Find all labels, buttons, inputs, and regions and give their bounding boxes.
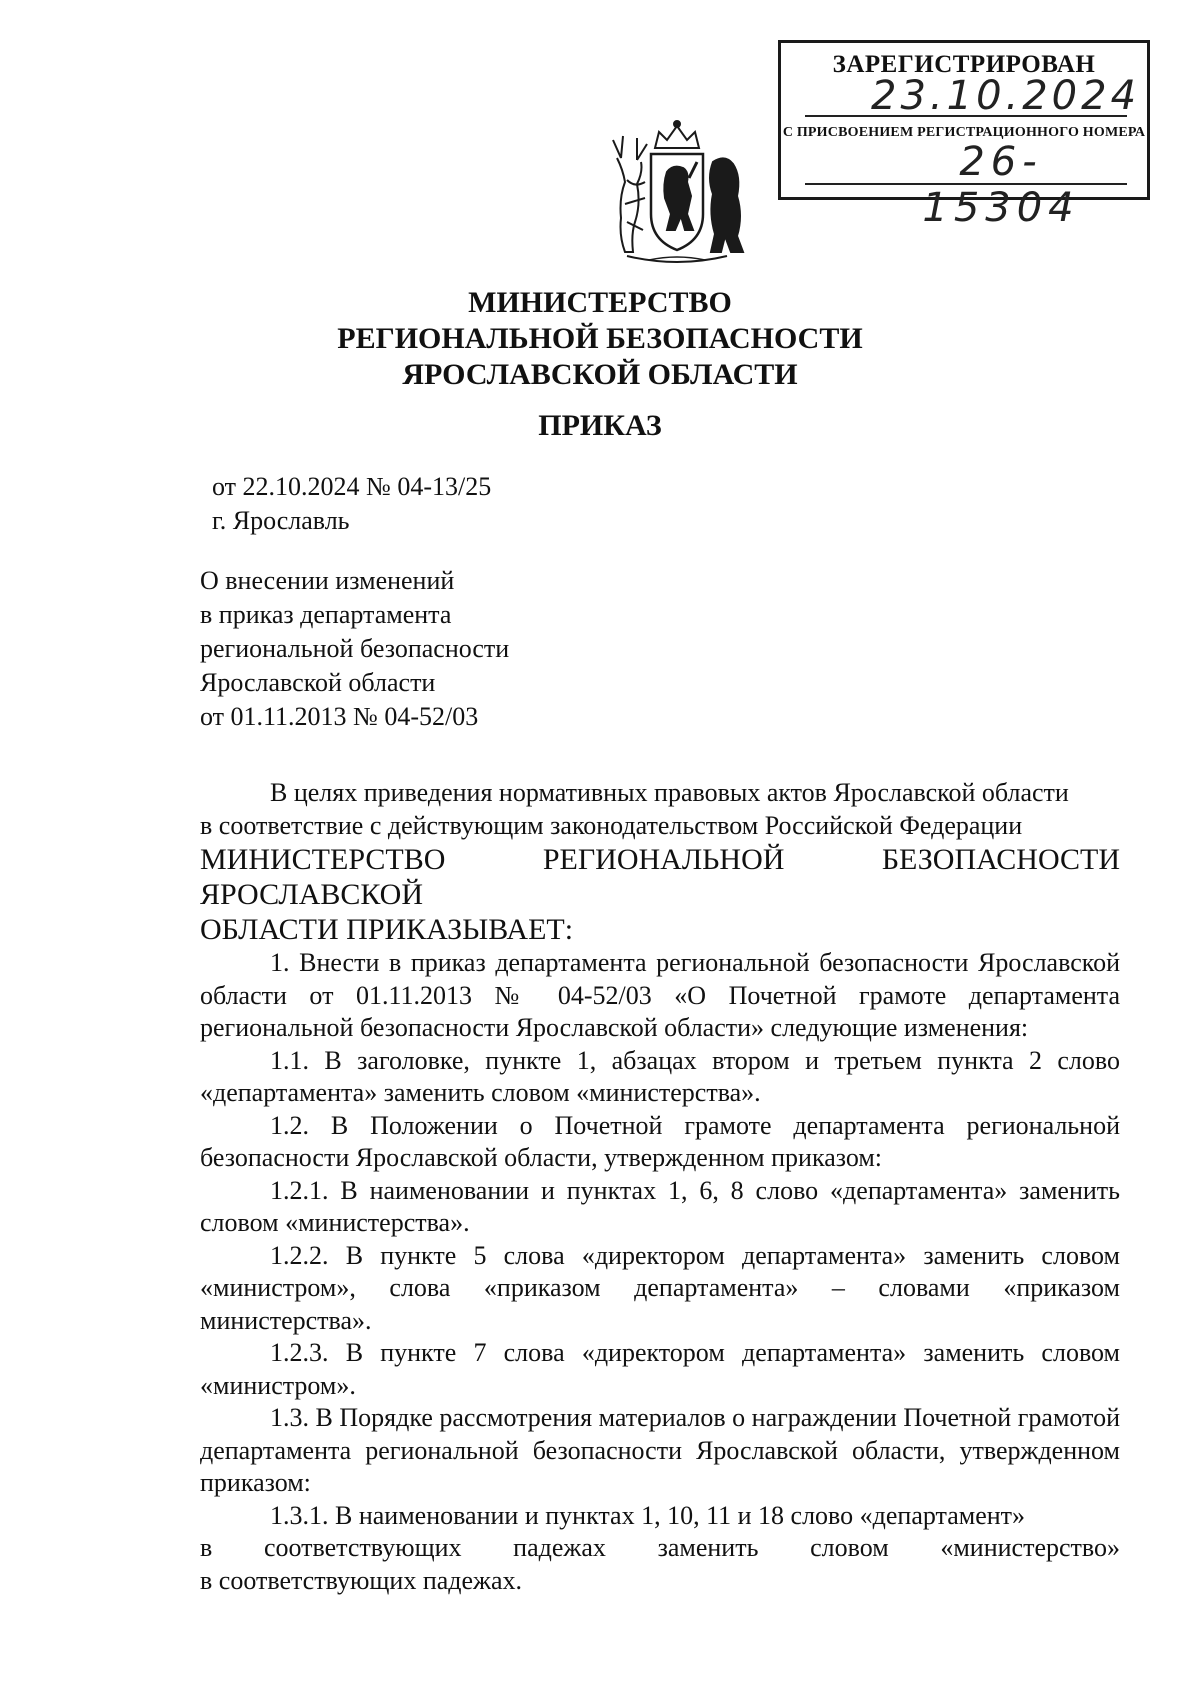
stamp-subtitle: С ПРИСВОЕНИЕМ РЕГИСТРАЦИОННОГО НОМЕРА — [782, 125, 1146, 140]
clause-1-2: 1.2. В Положении о Почетной грамоте департамента региональной безопасности Ярославской области, утвержденном приказом: — [200, 1110, 1120, 1172]
clause-1-3-1-line-1: 1.3.1. В наименовании и пунктах 1, 10, 11 и 18 слово «департамент» — [270, 1500, 1026, 1530]
preamble-line-2: в соответствие с действующим законодательством Российской Федерации — [200, 810, 1023, 840]
stamp-title: ЗАРЕГИСТРИРОВАН — [832, 51, 1096, 78]
ministry-line-1: МИНИСТЕРСТВО — [468, 286, 732, 319]
clause-1-1: 1.1. В заголовке, пункте 1, абзацах втором и третьем пункта 2 слово «департамента» заменить словом «министерства». — [200, 1045, 1120, 1107]
clause-1-2-1: 1.2.1. В наименовании и пунктах 1, 6, 8 слово «департамента» заменить словом «министерства». — [200, 1175, 1120, 1237]
clause-1-2-3: 1.2.3. В пункте 7 слова «директором департамента» заменить словом «министром». — [200, 1338, 1120, 1400]
stamp-date-line — [805, 115, 1127, 117]
stamp-date: 23.10.2024 — [871, 73, 1141, 119]
subject-line: О внесении изменений — [200, 566, 455, 595]
subject-line: от 01.11.2013 № 04-52/03 — [200, 702, 479, 731]
stamp-registration-number: 26-15304 — [922, 139, 1080, 231]
subject-line: в приказ департамента — [200, 600, 452, 629]
stamp-number-line — [805, 183, 1127, 185]
clause-1-3-1-line-2: в соответствующих падежах заменить словом «министерство» — [200, 1533, 1120, 1562]
enacting-clause-line-1: МИНИСТЕРСТВО РЕГИОНАЛЬНОЙ БЕЗОПАСНОСТИ ЯРОСЛАВСКОЙ — [200, 843, 1120, 911]
coat-of-arms-icon — [597, 118, 757, 268]
clause-1-3: 1.3. В Порядке рассмотрения материалов о награждении Почетной грамотой департамента региональной безопасности Ярославской области, утвержденном приказом: — [200, 1403, 1120, 1497]
subject-line: Ярославской области — [200, 668, 436, 697]
document-date-number: от 22.10.2024 № 04-13/25 — [212, 472, 492, 501]
preamble-line-1: В целях приведения нормативных правовых актов Ярославской области — [270, 778, 1069, 807]
document-meta — [212, 470, 491, 538]
enacting-clause-line-2: ОБЛАСТИ ПРИКАЗЫВАЕТ: — [200, 913, 574, 946]
registration-stamp — [778, 40, 1150, 231]
clause-1-2-2: 1.2.2. В пункте 5 слова «директором департамента» заменить словом «министром», слова «приказом департамента» – словами «приказом министерства». — [200, 1240, 1120, 1335]
ministry-line-2: РЕГИОНАЛЬНОЙ БЕЗОПАСНОСТИ — [337, 322, 863, 355]
document-subject — [200, 564, 509, 734]
document-type: ПРИКАЗ — [538, 409, 662, 442]
clause-1: 1. Внести в приказ департамента региональной безопасности Ярославской области от 01.11.2013 № 04-52/03 «О Почетной грамоте департамента региональной безопасности Ярославской области» следующие изменения: — [200, 948, 1120, 1042]
subject-line: региональной безопасности — [200, 634, 510, 663]
ministry-name — [0, 285, 1200, 393]
document-city: г. Ярославль — [212, 506, 350, 535]
clause-1-3-1-line-3: в соответствующих падежах. — [200, 1565, 523, 1595]
document-body — [200, 777, 1120, 1597]
ministry-line-3: ЯРОСЛАВСКОЙ ОБЛАСТИ — [402, 358, 798, 391]
